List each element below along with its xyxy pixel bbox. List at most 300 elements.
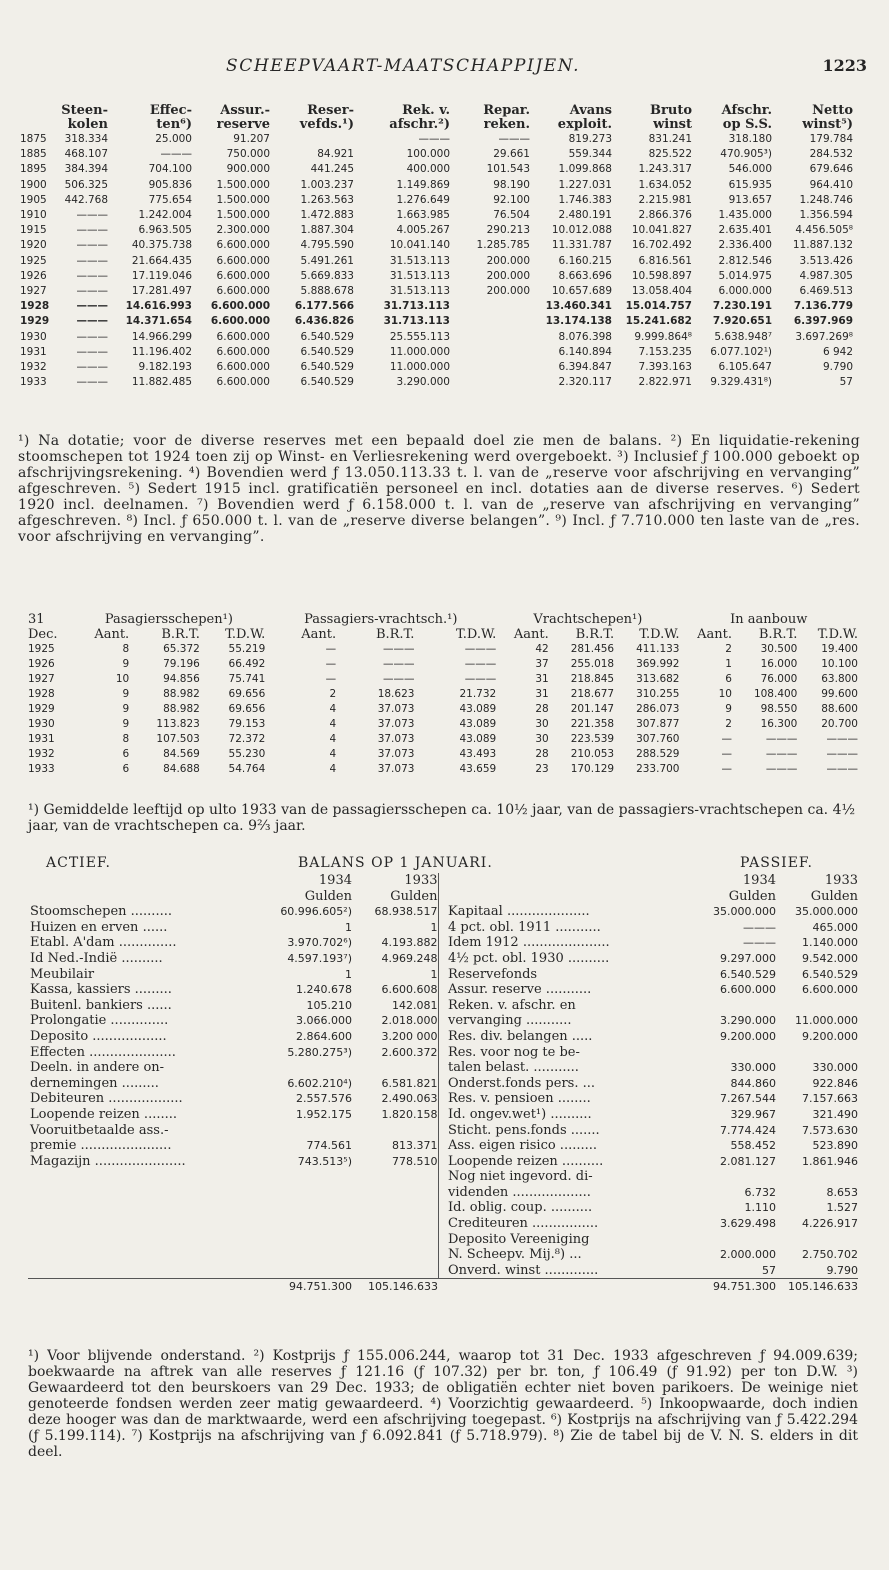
actief-1934 — [256, 1200, 352, 1216]
actief-1933: 6.581.821 — [381, 1076, 438, 1090]
passief-1933: 4.226.917 — [802, 1217, 858, 1231]
actief-1933 — [352, 1216, 438, 1232]
table1-cell: ——— — [76, 345, 108, 358]
table1-cell: 6.963.505 — [138, 224, 192, 237]
table1-cell: 442.768 — [64, 193, 108, 206]
table1-cell: 1.003.237 — [300, 178, 354, 191]
table1-cell: 10.041.140 — [389, 239, 450, 252]
fleet-cell: 43.089 — [459, 703, 497, 715]
balance-row — [28, 1185, 858, 1201]
balance-row — [28, 1232, 858, 1248]
table1-cell: 384.394 — [64, 163, 108, 176]
table1-row — [20, 238, 853, 253]
fleet-cell: 55.219 — [228, 643, 266, 655]
fleet-cell: — — [325, 643, 337, 655]
passief-label: Reservefonds — [448, 966, 538, 982]
fleet-cell: — — [721, 733, 732, 745]
fleet-cell: 288.529 — [636, 748, 680, 760]
actief-label — [28, 1247, 256, 1263]
table1-cell: 179.784 — [809, 133, 853, 145]
actief-1933: 142.081 — [392, 998, 438, 1012]
passief-label: videnden ................... — [448, 1184, 591, 1200]
balance-divider — [438, 1154, 446, 1170]
passief-1933: 6.540.529 — [802, 967, 858, 981]
actief-1934: 6.602.210⁴) — [287, 1076, 352, 1090]
passief-label: Ass. eigen risico ......... — [448, 1138, 597, 1154]
fleet-cell: 307.760 — [636, 733, 680, 745]
fleet-col-header: B.R.T. — [161, 627, 200, 642]
table1-year: 1932 — [20, 361, 47, 374]
table1-cell: 31.513.113 — [389, 285, 450, 298]
fleet-cell: 54.764 — [228, 763, 266, 775]
actief-1934 — [256, 1263, 352, 1279]
table1-row — [20, 314, 853, 329]
balance-total: 94.751.300 — [688, 1279, 776, 1295]
table1-header-cell: Effec- — [149, 103, 192, 118]
balance-row — [28, 1154, 858, 1170]
fleet-col-header: Dec. — [28, 627, 58, 642]
fleet-cell: 223.539 — [570, 733, 615, 745]
fleet-cell: 10 — [115, 673, 130, 685]
fleet-cell: ——— — [464, 658, 497, 670]
passief-label: Assur. reserve ........... — [448, 982, 592, 998]
actief-label: Deposito .................. — [30, 1028, 167, 1044]
fleet-cell: 65.372 — [163, 643, 200, 655]
table1-cell: 14.371.654 — [125, 315, 192, 328]
table1-cell: 6.140.894 — [558, 345, 612, 358]
table1-cell: 9.182.193 — [138, 361, 192, 374]
fleet-year: 1931 — [28, 733, 55, 745]
table1-cell: 6.397.969 — [793, 315, 853, 328]
table1-cell: 1.887.304 — [300, 224, 354, 237]
table1-header-cell: winst⁵) — [802, 117, 853, 132]
passief-label: Idem 1912 ..................... — [448, 935, 610, 951]
fleet-cell: 20.700 — [821, 718, 858, 730]
fleet-cell: ——— — [765, 763, 798, 775]
balance-row — [28, 935, 858, 951]
table1-header-cell: Repar. — [483, 103, 530, 118]
actief-1933: 4.969.248 — [381, 951, 438, 965]
fleet-col-header: T.D.W. — [817, 627, 858, 642]
table1-cell: 25.000 — [155, 133, 192, 145]
table1-cell: 290.213 — [486, 224, 530, 237]
passief-1933: 1.140.000 — [802, 936, 858, 950]
table1-cell: 318.180 — [728, 133, 772, 145]
fleet-cell: 69.656 — [228, 688, 266, 700]
balance-divider — [438, 1247, 446, 1263]
actief-label: premie ...................... — [30, 1138, 172, 1154]
table1-cell: 831.241 — [648, 133, 692, 145]
table1-cell: 21.664.435 — [131, 254, 192, 267]
table1-cell: 6.105.647 — [718, 361, 772, 374]
balance-year-row — [28, 873, 858, 889]
table1-cell: 6.600.000 — [216, 345, 270, 358]
table1-cell — [450, 375, 530, 390]
fleet-cell: 255.018 — [570, 658, 615, 670]
fleet-row — [28, 702, 858, 717]
fleet-col-header: Aant. — [697, 627, 732, 642]
fleet-cell: ——— — [826, 748, 858, 760]
table1-cell: 750.000 — [226, 148, 270, 161]
actief-1934: 1.240.678 — [296, 983, 352, 997]
table1-header-cell: reserve — [216, 117, 270, 132]
table1-cell — [450, 299, 530, 314]
table1-cell: 506.325 — [64, 178, 108, 191]
table1-header-cell: Avans — [569, 103, 612, 118]
passief-1934: 9.297.000 — [720, 951, 776, 965]
fleet-cell: 94.856 — [163, 673, 200, 685]
fleet-table-wrap — [28, 612, 858, 777]
table1-cell: 2.822.971 — [638, 376, 692, 389]
fleet-cell: ——— — [464, 643, 497, 655]
fleet-row — [28, 687, 858, 702]
passief-1933: 922.846 — [812, 1076, 858, 1090]
fleet-cell: 43.089 — [459, 733, 497, 745]
table1-cell: 17.281.497 — [131, 285, 192, 298]
table1-cell: 5.638.948⁷ — [714, 330, 772, 343]
fleet-table — [28, 612, 858, 777]
passief-1934 — [688, 1045, 776, 1061]
table1-cell: ——— — [76, 376, 108, 389]
passief-1934: 1.110 — [744, 1201, 776, 1215]
table1-cell: 6.816.561 — [638, 254, 692, 267]
fleet-col-header: B.R.T. — [758, 627, 798, 642]
balance-row — [28, 1123, 858, 1139]
table1-header-cell: op S.S. — [722, 117, 772, 132]
fleet-row — [28, 717, 858, 732]
fleet-cell: 16.000 — [760, 658, 798, 670]
table1-cell: 3.697.269⁸ — [795, 330, 853, 343]
table1-cell: 2.300.000 — [216, 224, 270, 237]
fleet-cell: 4 — [329, 718, 337, 730]
passief-1933: 7.573.630 — [802, 1123, 858, 1137]
table1-cell: 3.290.000 — [396, 376, 450, 389]
actief-1934: 3.066.000 — [296, 1014, 352, 1028]
table1-cell: 31.713.113 — [383, 315, 450, 328]
table1-cell: 6.540.529 — [300, 361, 354, 374]
passief-1933 — [776, 1045, 858, 1061]
table1-cell: 25.555.113 — [389, 330, 450, 343]
table1-header-cell: Rek. v. — [402, 103, 450, 118]
balance-row — [28, 998, 858, 1014]
passief-1934: ——— — [743, 936, 776, 950]
balance-year: 1934 — [318, 873, 352, 888]
balance-divider — [438, 1076, 446, 1092]
fleet-cell: 28 — [535, 748, 549, 760]
fleet-year: 1932 — [28, 748, 55, 760]
table1-cell: 10.041.827 — [631, 224, 692, 237]
fleet-year: 1929 — [28, 703, 55, 715]
actief-1934: 105.210 — [306, 998, 352, 1012]
table1-cell: 284.532 — [809, 148, 853, 161]
passief-1934: 2.081.127 — [720, 1154, 776, 1168]
table1-cell: 1.248.746 — [799, 193, 853, 206]
fleet-cell: 286.073 — [636, 703, 680, 715]
fleet-cell: 79.196 — [163, 658, 200, 670]
fleet-cell: 72.372 — [228, 733, 266, 745]
table1-cell: 11.196.402 — [131, 345, 192, 358]
fleet-col-header: T.D.W. — [225, 627, 266, 642]
balance-divider — [438, 1200, 446, 1216]
actief-1934: 774.561 — [306, 1139, 352, 1153]
fleet-header-row — [28, 612, 858, 627]
balance-divider — [438, 998, 446, 1014]
balance-title: BALANS OP 1 JANUARI. — [298, 855, 493, 871]
fleet-year: 1930 — [28, 718, 55, 730]
table1-cell: 5.491.261 — [300, 254, 354, 267]
actief-label — [28, 1169, 256, 1185]
passief-1934: 844.860 — [730, 1076, 776, 1090]
fleet-cell: 43.659 — [459, 763, 497, 775]
actief-1934 — [256, 1123, 352, 1139]
table1-cell: 6.000.000 — [718, 285, 772, 298]
fleet-cell: 84.688 — [163, 763, 200, 775]
table1-row — [20, 345, 853, 360]
actief-label: Magazijn ...................... — [30, 1153, 186, 1169]
table1-header-cell: exploit. — [557, 117, 612, 132]
footnotes-table1: ¹) Na dotatie; voor de diverse reserves met een bepaald doel zie men de balans. ²) En liquidatie-rekening stoomschepen tot 1924 toen zij op Winst- en Verliesrekening werd overgeboekt. ³) Inclusief ƒ 100.000 geboekt op afschrijvingsrekening. ⁴) Bovendien werd ƒ 13.050.113.33 t. l. van de „reserve voor afschrijving en vervanging” afgeschreven. ⁵) Sedert 1915 incl. gratificatiën personeel en incl. dotaties aan de diverse reserves. ⁶) Sedert 1920 incl. deelnamen. ⁷) Bovendien werd ƒ 6.158.000 t. l. van de „reserve van afschrijving en vervanging” afgeschreven. ⁸) Incl. ƒ 650.000 t. l. van de „reserve diverse belangen”. ⁹) Incl. ƒ 7.710.000 ten laste van de „res. voor afschrijving en vervanging”. — [18, 433, 860, 545]
footnotes-balance: ¹) Voor blijvende onderstand. ²) Kostprijs ƒ 155.006.244, waarop tot 31 Dec. 1933 afgeschreven ƒ 94.009.639; boekwaarde na aftrek van alle reserves ƒ 121.16 (ƒ 107.32) per br. ton, ƒ 106.49 (ƒ 91.92) per ton D.W. ³) Gewaardeerd tot den beurskoers van 29 Dec. 1933; de obligatiën echter niet boven parikoers. De weinige niet genoteerde fondsen werden zeer matig gewaardeerd. ⁴) Voorzichtig gewaardeerd. ⁵) Inkoopwaarde, doch indien deze hooger was dan de marktwaarde, werd een afschrijving toegepast. ⁶) Kostprijs na afschrijving van ƒ 5.422.294 (ƒ 5.199.114). ⁷) Kostprijs na afschrijving van ƒ 6.092.841 (ƒ 5.718.979). ⁸) Zie de tabel bij de V. N. S. elders in dit deel. — [28, 1348, 858, 1460]
fleet-cell: 23 — [535, 763, 549, 775]
fleet-cell: — — [721, 748, 732, 760]
balance-total: 105.146.633 — [352, 1279, 438, 1295]
fleet-cell: 9 — [725, 703, 732, 715]
fleet-cell: 9 — [122, 688, 130, 700]
balance-total: 105.146.633 — [776, 1279, 858, 1295]
table1-cell: 1.500.000 — [216, 209, 270, 222]
table1-row — [20, 254, 853, 269]
table1-cell: 9.790 — [822, 361, 853, 374]
fleet-cell: ——— — [382, 673, 415, 685]
passief-1933: 2.750.702 — [802, 1248, 858, 1262]
table1-cell: ——— — [76, 315, 108, 328]
actief-1933: 2.600.372 — [381, 1045, 438, 1059]
table1-header-cell: Steen- — [61, 103, 108, 118]
passief-label: PASSIEF. — [740, 855, 813, 871]
fleet-cell: 30 — [535, 733, 549, 745]
fleet-cell: 2 — [329, 688, 337, 700]
table1-cell: 6.600.000 — [210, 315, 270, 328]
fleet-cell: 2 — [725, 643, 732, 655]
balance-row — [28, 1247, 858, 1263]
fleet-cell: 84.569 — [163, 748, 200, 760]
actief-1934 — [256, 1060, 352, 1076]
actief-label: Kassa, kassiers ......... — [30, 982, 172, 998]
table1-header-cell: Bruto — [650, 103, 692, 118]
balance-divider — [438, 1045, 446, 1061]
table1-cell: 4.456.505⁸ — [795, 224, 853, 237]
fleet-cell: 6 — [725, 673, 732, 685]
table1-cell: ——— — [418, 133, 450, 145]
table1-cell: 7.230.191 — [712, 300, 772, 313]
actief-1934: 2.557.576 — [296, 1092, 352, 1106]
table1-cell: 7.393.163 — [638, 361, 692, 374]
fleet-cell: ——— — [826, 733, 858, 745]
table1-cell: ——— — [160, 148, 192, 161]
fleet-cell: 37.073 — [377, 748, 415, 760]
table1-cell: 1.500.000 — [216, 178, 270, 191]
balance-divider — [438, 951, 446, 967]
balance-divider — [438, 1216, 446, 1232]
table1-cell: 546.000 — [728, 163, 772, 176]
passief-1933: 8.653 — [826, 1185, 858, 1199]
table1-cell: 15.014.757 — [625, 300, 692, 313]
balance-currency: Gulden — [390, 888, 438, 904]
fleet-cell: ——— — [765, 733, 798, 745]
table1-row — [20, 178, 853, 193]
table1-header-cell: afschr.²) — [389, 117, 450, 132]
fleet-cell: 8 — [122, 643, 130, 655]
table1-cell: 2.635.401 — [718, 224, 772, 237]
actief-label — [28, 1232, 256, 1248]
passief-label: Deposito Vereeniging — [448, 1231, 590, 1247]
table1-cell: 11.000.000 — [389, 345, 450, 358]
table1-cell: 468.107 — [64, 148, 108, 161]
passief-1933: 9.790 — [826, 1263, 858, 1277]
fleet-year: 1925 — [28, 643, 55, 655]
fleet-cell: 28 — [535, 703, 549, 715]
fleet-group-header: Passagiers-vrachtsch.¹) — [304, 612, 458, 627]
fleet-cell: 37.073 — [377, 763, 415, 775]
table1-cell: 1.285.785 — [476, 239, 530, 252]
table1-year: 1910 — [20, 209, 47, 222]
fleet-row — [28, 642, 858, 657]
page-header — [0, 56, 889, 80]
table1-cell: 8.076.398 — [558, 330, 612, 343]
table1-cell: 5.014.975 — [718, 269, 772, 282]
fleet-cell: 88.982 — [163, 688, 200, 700]
passief-label: Crediteuren ................ — [448, 1216, 599, 1232]
passief-1934: 6.540.529 — [720, 967, 776, 981]
passief-1933: 7.157.663 — [802, 1092, 858, 1106]
fleet-cell: — — [325, 658, 337, 670]
table1-cell: ——— — [76, 330, 108, 343]
actief-label: ACTIEF. — [46, 855, 111, 871]
table1-year: 1920 — [20, 239, 47, 252]
table1-cell: 905.836 — [148, 178, 192, 191]
table1-cell: 1.356.594 — [799, 209, 853, 222]
table1-cell — [450, 330, 530, 345]
passief-1933 — [776, 998, 858, 1014]
table1-cell: 6.160.215 — [558, 254, 612, 267]
table1-row — [20, 284, 853, 299]
table1-cell: 704.100 — [148, 163, 192, 176]
fleet-cell: 369.992 — [636, 658, 680, 670]
table1-cell: 1.663.985 — [396, 209, 450, 222]
table1-header-row — [20, 118, 853, 132]
fleet-cell: 21.732 — [459, 688, 497, 700]
fleet-cell: ——— — [464, 673, 497, 685]
table1-cell: 819.273 — [568, 133, 612, 145]
passief-1933: 330.000 — [812, 1061, 858, 1075]
table1-cell: 15.241.682 — [625, 315, 692, 328]
fleet-cell: 9 — [122, 658, 130, 670]
balance-row — [28, 1076, 858, 1092]
fleet-subheader-row — [28, 627, 858, 642]
table1-cell: 2.812.546 — [718, 254, 772, 267]
table1-cell: 31.513.113 — [389, 254, 450, 267]
table1-cell: 400.000 — [406, 163, 450, 176]
balance-divider — [438, 1060, 446, 1076]
fleet-group-header: Vrachtschepen¹) — [533, 612, 643, 627]
table1-cell: 1.149.869 — [396, 178, 450, 191]
table1-cell: 100.000 — [406, 148, 450, 161]
balance-currency: Gulden — [728, 888, 776, 904]
fleet-cell: 31 — [535, 673, 549, 685]
fleet-cell: 1 — [725, 658, 732, 670]
table1-cell: 4.987.305 — [799, 269, 853, 282]
actief-label: Prolongatie .............. — [30, 1013, 169, 1029]
balance-row — [28, 1013, 858, 1029]
fleet-cell: 210.053 — [570, 748, 615, 760]
table1-cell: 11.331.787 — [551, 239, 612, 252]
balance-divider — [438, 982, 446, 998]
fleet-group-header: Pasagiersschepen¹) — [104, 612, 233, 627]
fleet-cell: 37 — [535, 658, 549, 670]
table1-cell: 6.600.000 — [216, 285, 270, 298]
fleet-cell: 18.623 — [377, 688, 415, 700]
table1-cell: 615.935 — [728, 178, 772, 191]
fleet-cell: 42 — [535, 643, 549, 655]
actief-label: Stoomschepen .......... — [30, 904, 172, 920]
actief-1933: 1 — [430, 967, 438, 981]
table1-cell: ——— — [76, 285, 108, 298]
table1-cell: 2.480.191 — [558, 209, 612, 222]
fleet-cell: 69.656 — [228, 703, 266, 715]
actief-1933: 3.200 000 — [381, 1029, 438, 1043]
table1-cell: 8.663.696 — [558, 269, 612, 282]
table1-header-cell: kolen — [67, 117, 108, 132]
table1-cell: 6.540.529 — [300, 330, 354, 343]
table1-year: 1905 — [20, 193, 47, 206]
passief-1934: 9.200.000 — [720, 1029, 776, 1043]
passief-label: Id. oblig. coup. .......... — [448, 1200, 593, 1216]
fleet-cell: 43.089 — [459, 718, 497, 730]
table1-cell — [270, 132, 354, 147]
table1-cell: 57 — [839, 376, 853, 389]
fleet-cell: 9 — [122, 703, 130, 715]
table1-cell: 1.746.383 — [558, 193, 612, 206]
table1-cell: 11.887.132 — [792, 239, 853, 252]
actief-label: Deeln. in andere on- — [30, 1060, 165, 1076]
table1-header-cell — [20, 118, 54, 132]
table1-row — [20, 375, 853, 390]
fleet-cell: 37.073 — [377, 733, 415, 745]
fleet-cell: 10.100 — [821, 658, 858, 670]
fleet-cell: 4 — [329, 748, 337, 760]
balance-divider — [438, 873, 446, 889]
fleet-cell: 88.600 — [821, 703, 858, 715]
table1-cell: 11.882.485 — [131, 376, 192, 389]
fleet-cell: 2 — [725, 718, 732, 730]
table1-cell: 13.058.404 — [631, 285, 692, 298]
table1-row — [20, 132, 853, 147]
passief-1933: 523.890 — [812, 1139, 858, 1153]
fleet-cell: 31 — [535, 688, 549, 700]
table1-cell: 5.888.678 — [300, 285, 354, 298]
actief-1934: 2.864.600 — [296, 1029, 352, 1043]
table1-year: 1915 — [20, 224, 47, 237]
passief-label: Res. voor nog te be- — [448, 1044, 580, 1060]
table1-cell: 9.329.431⁸) — [710, 376, 772, 389]
fleet-cell: 6 — [122, 763, 130, 775]
table1-cell: 10.012.088 — [551, 224, 612, 237]
table1-row — [20, 269, 853, 284]
table1-cell: 9.999.864⁸ — [634, 330, 692, 343]
actief-1934 — [256, 1169, 352, 1185]
fleet-cell: 98.550 — [760, 703, 798, 715]
actief-label: Huizen en erven ...... — [30, 919, 168, 935]
